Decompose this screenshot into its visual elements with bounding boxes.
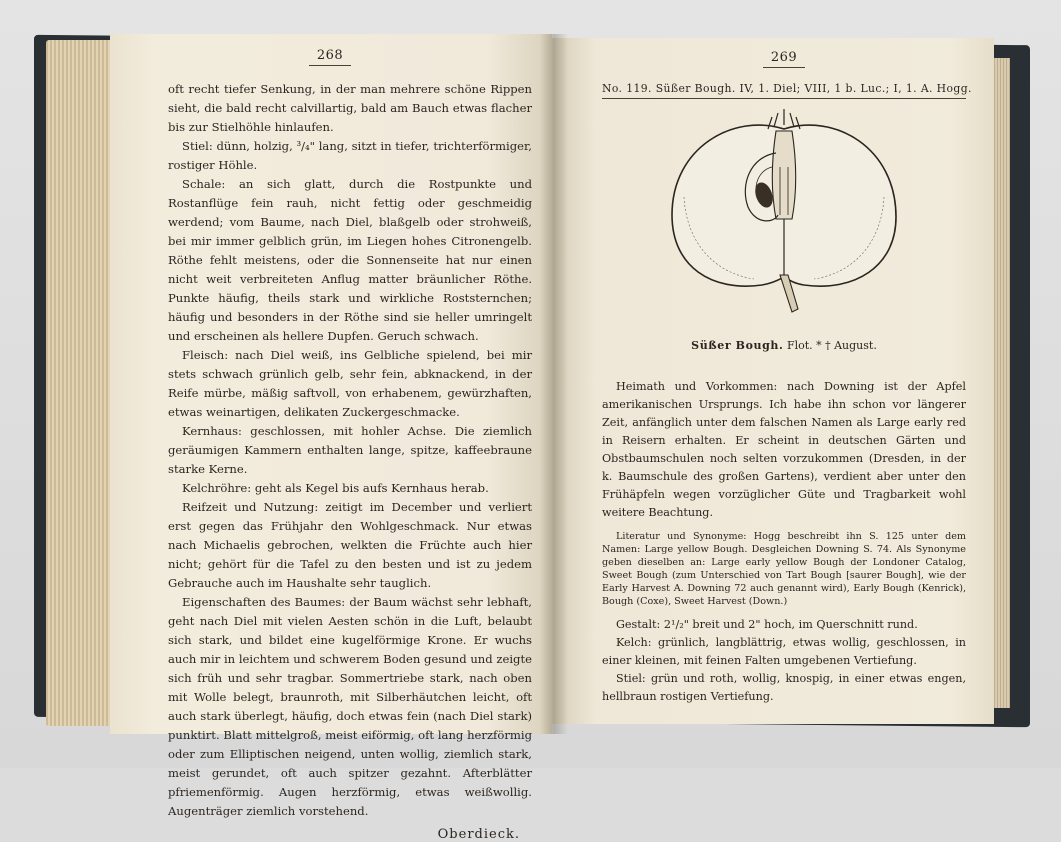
paragraph: Stiel: grün und roth, wollig, knospig, in einer etwas engen, hellbraun rostigen Vertiefung. [602, 672, 966, 703]
paragraph: Kelch: grünlich, langblättrig, etwas wollig, geschlossen, in einer kleinen, mit feinen Falten umgebenen Vertiefung. [602, 636, 966, 667]
right-page [552, 38, 994, 724]
right-page-text [602, 378, 966, 706]
page-number-left: 268 [128, 48, 532, 66]
variety-classification: Flot. * † August. [786, 339, 877, 352]
paragraph: Gestalt: 2¹/₂" breit und 2" hoch, im Querschnitt rund. [616, 618, 918, 631]
literature-block [602, 530, 966, 608]
literature-text: Literatur und Synonyme: Hogg beschreibt ihn S. 125 unter dem Namen: Large yellow Bough. Desgleichen Downing S. 74. Als Synonyme geben dieselben an: Large early yellow Bough der Londoner Catalog, Sweet Bough (zum Unterschied von Tart Bough [saurer Bough], wie der Early Harvest A. Downing 72 auch genannt wird), Early Bough (Kenrick), Bough (Coxe), Sweet Harvest (Down.) [602, 531, 966, 607]
paragraph: Schale: an sich glatt, durch die Rostpunkte und Rostanflüge fein rauh, nicht fettig oder geschmeidig werdend; vom Baume, nach Diel, blaßgelb oder strohweiß, bei mir immer gelblich grün, im Liegen hohes Citronengelb. Röthe fehlt meistens, oder die Sonnenseite hat nur einen nicht weit verbreiteten Anflug matter bräunlicher Röthe. Punkte häufig, theils stark und wirkliche Roststernchen; häufig und besonders in der Röthe sind sie heller umringelt und erscheinen als hellere Dupfen. Geruch schwach. [168, 177, 532, 343]
page-number-right: 269 [602, 50, 966, 68]
entry-header: No. 119. Süßer Bough. IV, 1. Diel; VIII, 1 b. Luc.; I, 1. A. Hogg. [602, 82, 966, 99]
left-page [110, 34, 552, 842]
paragraph: Heimath und Vorkommen: nach Downing ist der Apfel amerikanischen Ursprungs. Ich habe ihn schon vor längerer Zeit, anfänglich unter dem falschen Namen als Large early red in Reisern erhalten. Er scheint in deutschen Gärten und Obstbaumschulen noch selten vorzukommen (Dresden, in der k. Baumschule des großen Gartens), verdient aber unter den Frühäpfeln wegen vorzüglicher Güte und Tragbarkeit wohl weitere Beachtung. [602, 380, 966, 519]
paragraph: Kelchröhre: geht als Kegel bis aufs Kernhaus herab. [182, 481, 489, 495]
book-gutter [540, 34, 568, 734]
apple-cross-section-illustration [664, 107, 904, 317]
page-edges-right [992, 58, 1010, 708]
page-edges-left [46, 40, 118, 726]
illustration-caption [602, 339, 966, 352]
paragraph: oft recht tiefer Senkung, in der man mehrere schöne Rippen sieht, die bald recht calvillartig, bald am Bauch etwas flacher bis zur Stielhöhle hinlaufen. [168, 82, 532, 134]
variety-name: Süßer Bough. [691, 339, 784, 352]
paragraph: Fleisch: nach Diel weiß, ins Gelbliche spielend, bei mir stets schwach grünlich gelb, sehr fein, abknackend, in der Reife mürbe, mäßig saftvoll, von erhabenem, gewürzhaften, etwas weinartigen, delikaten Zuckergeschmacke. [168, 348, 532, 419]
paragraph: Reifzeit und Nutzung: zeitigt im December und verliert erst gegen das Frühjahr den Wohlgeschmack. Nur etwas nach Michaelis gebrochen, welkten die Früchte auch hier nicht; gehört für die Tafel zu den besten und ist zu jedem Gebrauche auch im Haushalte sehr tauglich. [168, 500, 532, 590]
left-page-text [168, 80, 532, 821]
paragraph: Stiel: dünn, holzig, ³/₄" lang, sitzt in tiefer, trichterförmiger, rostiger Höhle. [168, 139, 532, 172]
author-signature: Oberdieck. [437, 827, 520, 842]
paragraph: Kernhaus: geschlossen, mit hohler Achse. Die ziemlich geräumigen Kammern enthalten lange, spitze, kaffeebraune starke Kerne. [168, 424, 532, 476]
apple-drawing-icon [664, 107, 904, 317]
paragraph: Eigenschaften des Baumes: der Baum wächst sehr lebhaft, geht nach Diel mit vielen Aesten schön in die Luft, belaubt sich stark, und bildet eine kugelförmige Krone. Er wuchs auch mir in leichtem und schwerem Boden gesund und zeigte sich früh und sehr tragbar. Sommertriebe stark, nach oben mit Wolle belegt, braunroth, mit Silberhäutchen leicht, oft auch stark überlegt, häufig, doch etwas fein (nach Diel stark) punktirt. Blatt mittelgroß, meist eiförmig, oft lang herzförmig oder zum Elliptischen neigend, unten wollig, ziemlich stark, meist gerundet, oft auch spitzer gezahnt. Afterblätter pfriemenförmig. Augen herzförmig, etwas weißwollig. Augenträger ziemlich vorstehend. [168, 595, 532, 818]
